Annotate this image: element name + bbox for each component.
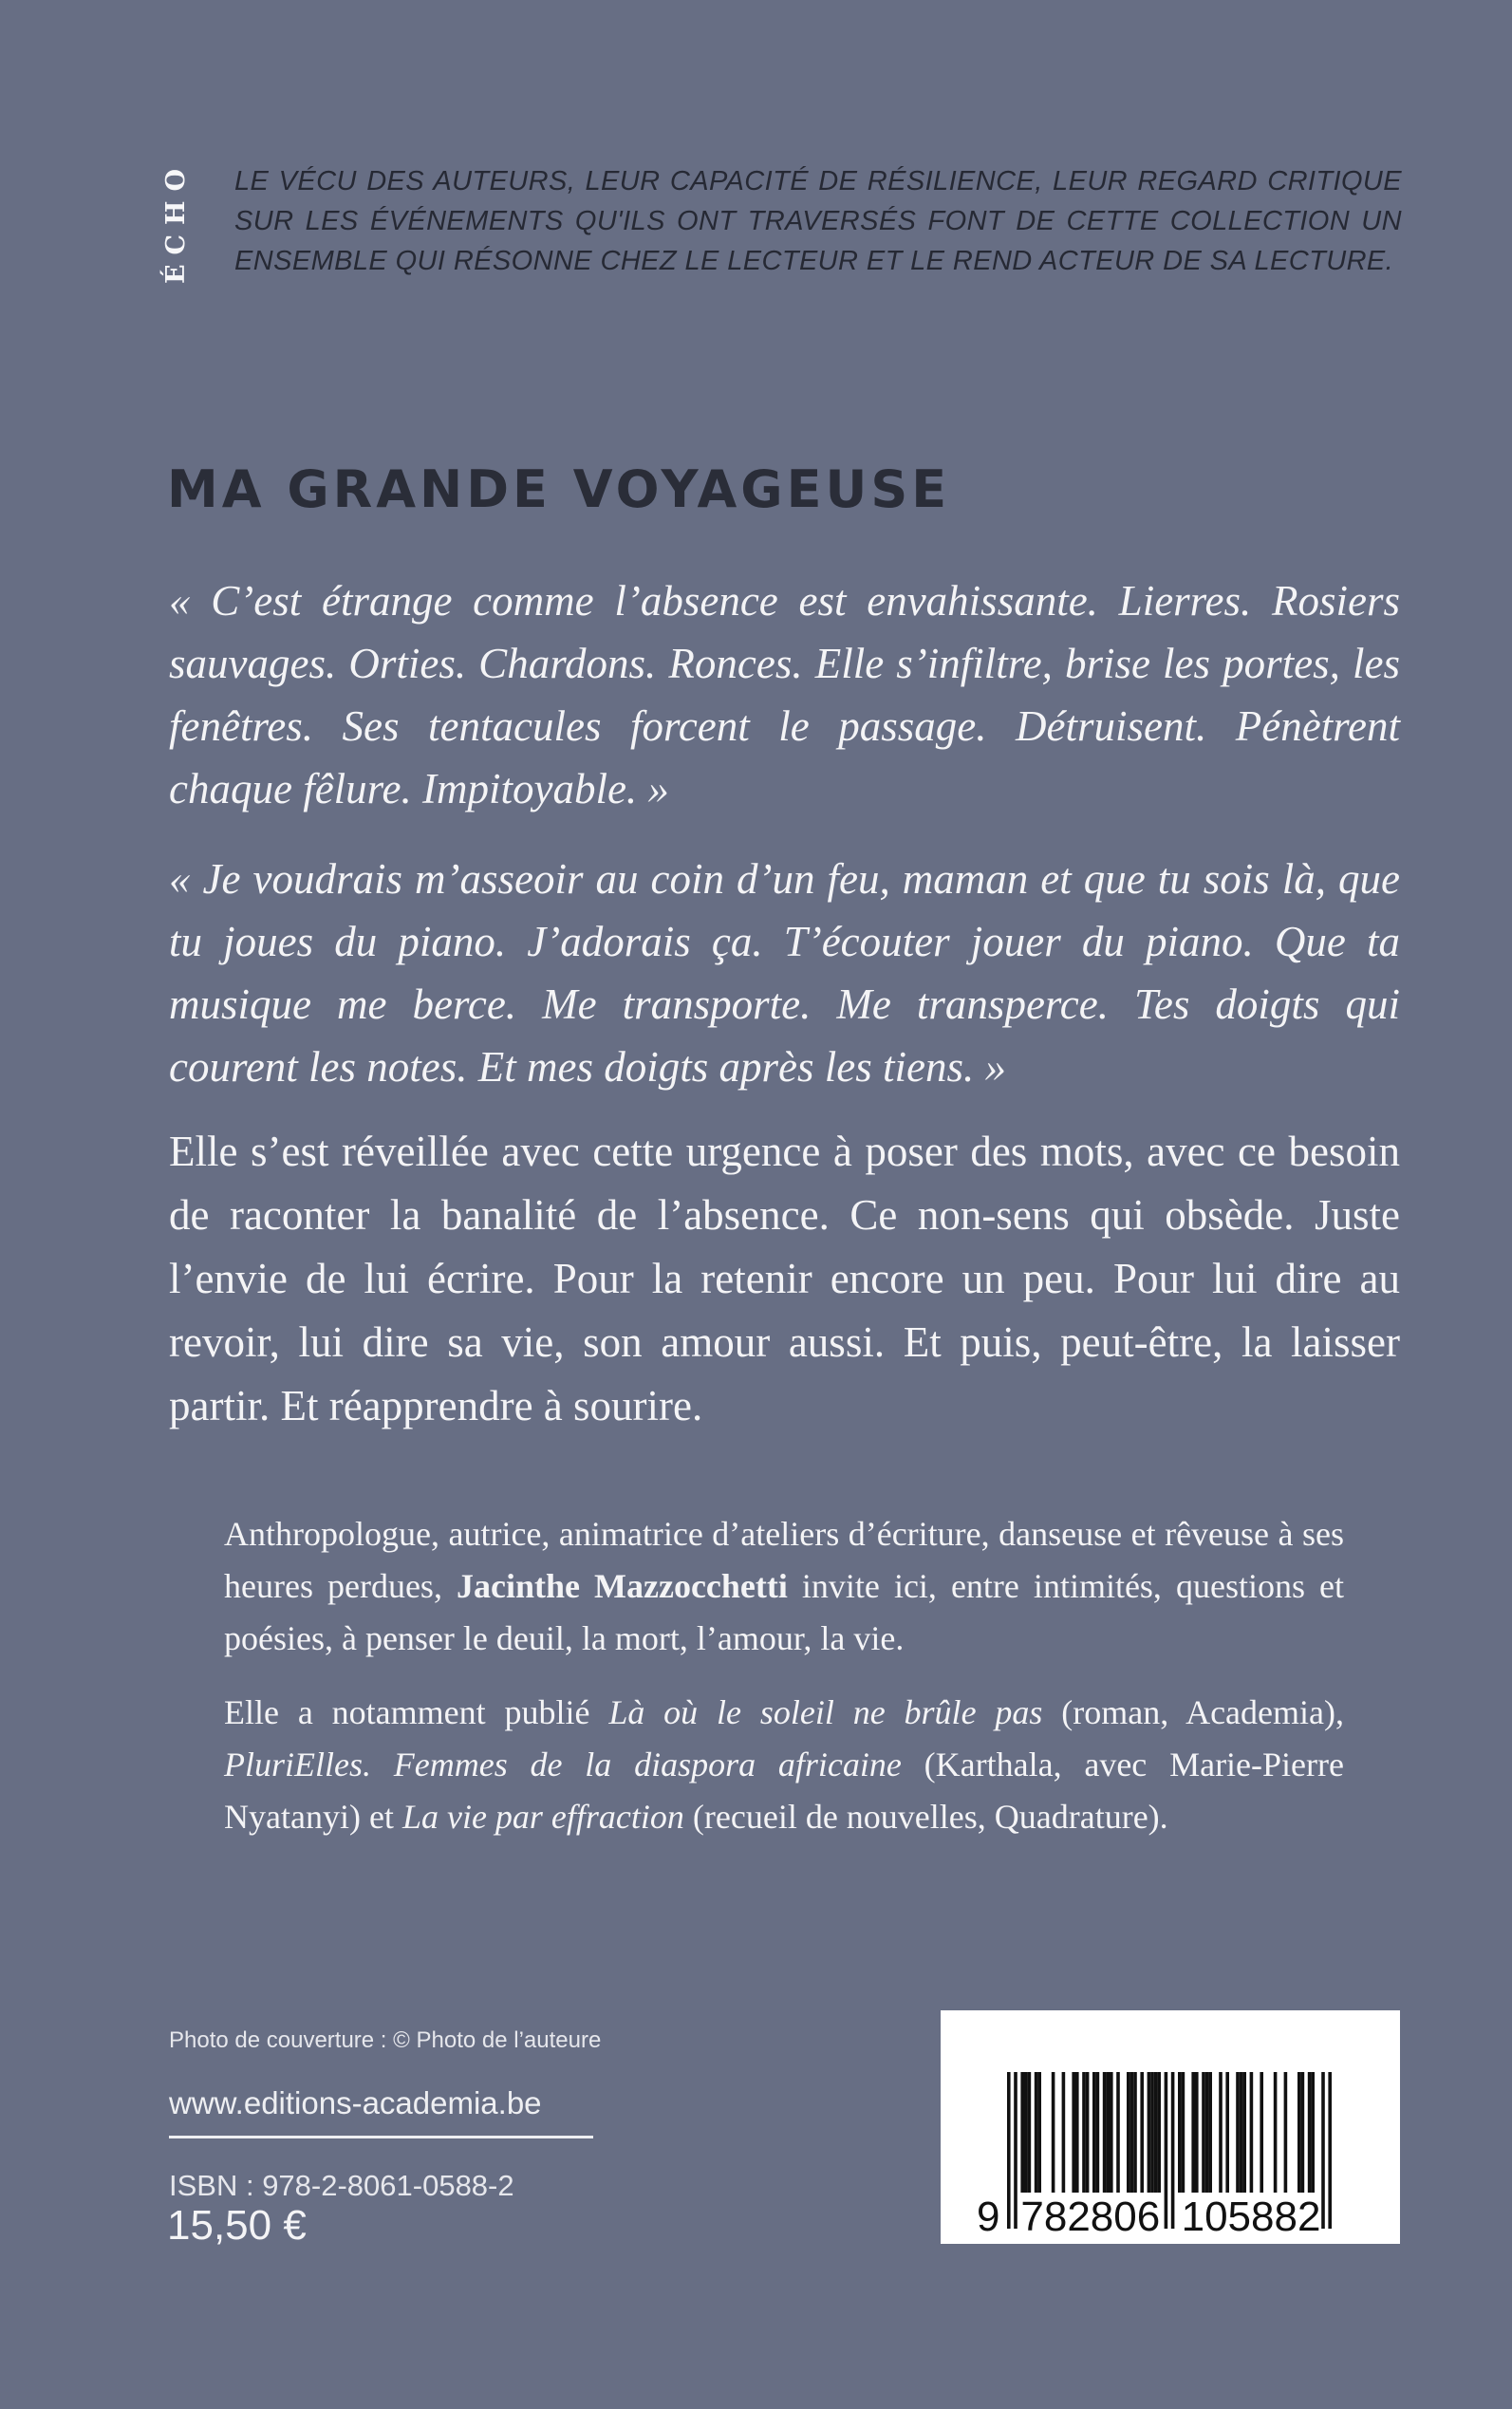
barcode-bar (1133, 2072, 1137, 2193)
barcode-bar (1116, 2072, 1120, 2193)
barcode-bar (1171, 2072, 1175, 2229)
barcode-bar (1219, 2072, 1223, 2193)
pub-text: (Karthala, avec Marie-Pierre Nyatanyi) et (224, 1746, 1344, 1836)
barcode-bar (1075, 2072, 1079, 2193)
barcode-bar (1110, 2072, 1113, 2193)
barcode-bar (1225, 2072, 1229, 2193)
book-title-2: PluriElles. Femmes de la diaspora africaine (224, 1746, 902, 1783)
barcode-digits: 9 (977, 2194, 1000, 2240)
barcode-bar (1072, 2072, 1075, 2193)
barcode-bar (1260, 2072, 1263, 2193)
barcode-bar (1236, 2072, 1240, 2193)
author-publications (224, 1687, 1344, 1843)
barcode-digits: 105882 (1181, 2194, 1321, 2240)
barcode-bar (1328, 2072, 1332, 2229)
barcode-bar (1007, 2072, 1011, 2229)
barcode-bar (1096, 2072, 1100, 2193)
barcode-bar (1014, 2072, 1017, 2229)
barcode-bar (1240, 2072, 1243, 2193)
barcode-bar (1103, 2072, 1107, 2193)
author-bio (224, 1508, 1344, 1665)
barcode-bar (1127, 2072, 1130, 2193)
barcode-bar (1106, 2072, 1110, 2193)
barcode-bar (1035, 2072, 1038, 2193)
barcode-bar (1242, 2072, 1246, 2193)
barcode-bar (1154, 2072, 1158, 2193)
divider (169, 2136, 593, 2138)
barcode-bar (1150, 2072, 1154, 2193)
pub-text: (roman, Academia), (1042, 1693, 1344, 1731)
barcode-bar (1130, 2072, 1134, 2193)
barcode-bar (1311, 2072, 1315, 2193)
barcode-bar (1308, 2072, 1312, 2193)
barcode-bar (1082, 2072, 1086, 2193)
barcode (941, 2010, 1400, 2244)
barcode-bar (1195, 2072, 1199, 2193)
barcode-bar (1037, 2072, 1041, 2193)
barcode-bar (1024, 2072, 1028, 2193)
collection-name: ÉCHO (161, 159, 192, 284)
pub-text: Elle a notamment publié (224, 1693, 609, 1731)
barcode-bar (1274, 2072, 1278, 2193)
isbn: ISBN : 978-2-8061-0588-2 (169, 2169, 514, 2202)
bio-rest: invite ici, entre intimités, questions et poésies, à penser le deuil, la mort, l’amour, la vie. (224, 1567, 1344, 1657)
barcode-bar (1092, 2072, 1096, 2193)
barcode-bar (1250, 2072, 1254, 2193)
barcode-bar (1165, 2072, 1168, 2229)
collection-label (159, 159, 194, 283)
barcode-bar (1297, 2072, 1301, 2193)
barcode-digits: 782806 (1020, 2194, 1161, 2240)
publisher-website[interactable]: www.editions-academia.be (169, 2085, 542, 2120)
barcode-bar (1301, 2072, 1305, 2193)
barcode-bar (1178, 2072, 1182, 2193)
barcode-bar (1020, 2072, 1024, 2193)
photo-credit: Photo de couverture : © Photo de l’auteure (169, 2027, 602, 2053)
summary-paragraph: Elle s’est réveillée avec cette urgence à poser des mots, avec ce besoin de raconter la banalité de l’absence. Ce non-sens qui obsède. Juste l’envie de lui écrire. Pour la retenir encore un peu. Pour lui dire au revoir, lui dire sa vie, son amour aussi. Et puis, peut-être, la laisser partir. Et réapprendre à sourire. (169, 1128, 1400, 1429)
book-title-1: Là où le soleil ne brûle pas (608, 1693, 1043, 1731)
bio-intro: Anthropologue, autrice, animatrice d’ateliers d’écriture, danseuse et rêveuse à ses heures perdues, (224, 1515, 1344, 1605)
book-title: MA GRANDE VOYAGEUSE (167, 459, 951, 519)
pub-text: (recueil de nouvelles, Quadrature). (683, 1798, 1168, 1836)
barcode-bar (1191, 2072, 1195, 2193)
barcode-bar (1284, 2072, 1288, 2193)
barcode-bar (1321, 2072, 1325, 2229)
barcode-bar (1182, 2072, 1185, 2193)
barcode-bar (1028, 2072, 1032, 2193)
barcode-bar (1157, 2072, 1161, 2193)
barcode-bar (1205, 2072, 1209, 2193)
barcode-bar (1062, 2072, 1066, 2193)
barcode-bar (1086, 2072, 1090, 2193)
collection-tagline: LE VÉCU DES AUTEURS, LEUR CAPACITÉ DE RÉSILIENCE, LEUR REGARD CRITIQUE SUR LES ÉVÉNEMENTS QU'ILS ONT TRAVERSÉS FONT DE CETTE COLLECTION UN ENSEMBLE QUI RÉSONNE CHEZ LE LECTEUR ET LE REND ACTEUR DE SA LECTURE. (234, 166, 1402, 276)
excerpt-quote-1: « C’est étrange comme l’absence est envahissante. Lierres. Rosiers sauvages. Orties. Chardons. Ronces. Elle s’infiltre, brise les portes, les fenêtres. Ses tentacules forcent le passage. Détruisent. Pénètrent chaque fêlure. Impitoyable. » (169, 577, 1400, 812)
barcode-bar (1052, 2072, 1055, 2193)
book-title-3: La vie par effraction (401, 1798, 684, 1836)
excerpt-quote-2: « Je voudrais m’asseoir au coin d’un feu, maman et que tu sois là, que tu joues du piano. J’adorais ça. T’écouter jouer du piano. Que ta musique me berce. Me transporte. Me transperce. Tes doigts qui courent les notes. Et mes doigts après les tiens. » (169, 855, 1400, 1091)
barcode-bar (1148, 2072, 1151, 2193)
author-name: Jacinthe Mazzocchetti (456, 1567, 788, 1605)
barcode-bar (1208, 2072, 1212, 2193)
barcode-bar (1202, 2072, 1205, 2193)
price: 15,50 € (167, 2202, 307, 2249)
barcode-bar (1140, 2072, 1144, 2193)
barcode-graphic (941, 2010, 1400, 2244)
